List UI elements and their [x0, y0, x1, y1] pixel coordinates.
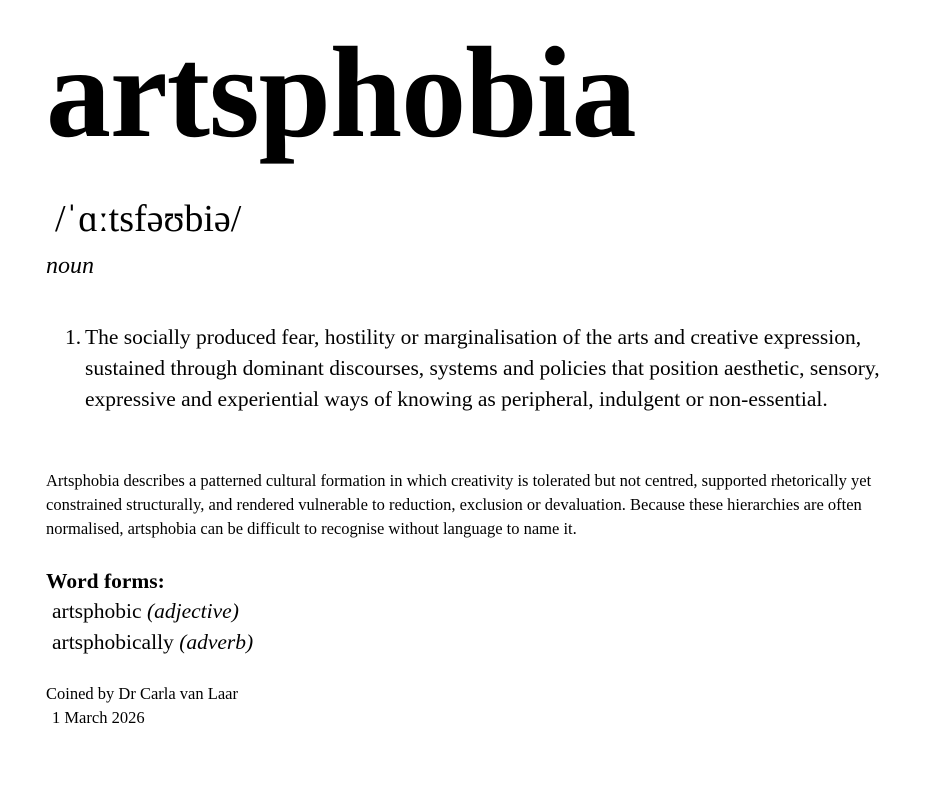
coined-by: Coined by Dr Carla van Laar	[46, 684, 238, 703]
word-form-word: artsphobic	[52, 599, 142, 623]
sense-number: 1.	[65, 325, 82, 349]
word-forms	[46, 566, 646, 658]
coined-date: 1 March 2026	[52, 708, 145, 727]
word-form-row	[46, 596, 646, 627]
usage-note: Artsphobia describes a patterned cultural formation in which creativity is tolerated but not centred, supported rhetorically yet constrained structurally, and rendered vulnerable to reduction, exclusion or devaluation. Because these hierarchies are often normalised, artsphobia can be difficult to recognise without language to name it.	[46, 471, 872, 538]
word-form-row	[46, 627, 646, 658]
sense-definition: The socially produced fear, hostility or marginalisation of the arts and creative expression, sustained through dominant discourses, systems and policies that position aesthetic, sensory, expressive and experiential ways of knowing as peripheral, indulgent or non-essential.	[85, 325, 880, 411]
sense-list	[46, 322, 896, 415]
credit	[46, 682, 238, 730]
sense-item	[46, 322, 896, 415]
pronunciation: /ˈɑːtsfəʊbiə/	[55, 198, 242, 240]
part-of-speech: noun	[46, 253, 94, 279]
headword: artsphobia	[46, 21, 636, 165]
word-form-word: artsphobically	[52, 630, 174, 654]
word-form-class: (adjective)	[146, 599, 239, 623]
word-forms-heading: Word forms:	[46, 569, 165, 593]
word-form-class: (adverb)	[179, 630, 254, 654]
